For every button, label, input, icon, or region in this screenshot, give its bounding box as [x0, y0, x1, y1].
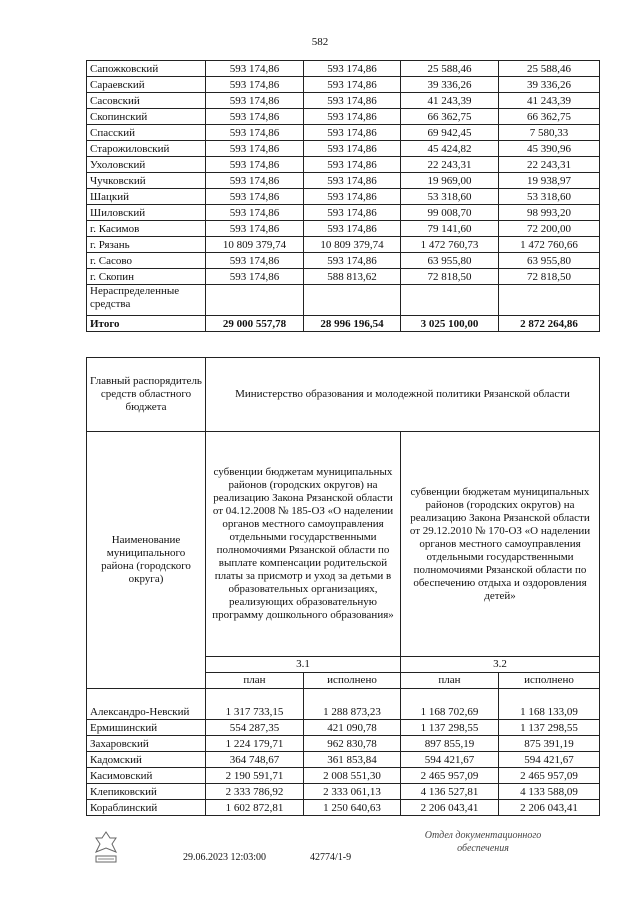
table-row	[87, 189, 600, 205]
municipality-name: Клепиковский	[87, 784, 206, 800]
amount-cell: 593 174,86	[304, 157, 401, 173]
header-municipality: Наименование муниципального района (городского округа)	[87, 432, 206, 689]
amount-cell: 2 465 957,09	[401, 768, 499, 784]
amount-cell: 962 830,78	[304, 736, 401, 752]
amount-cell: 72 200,00	[499, 221, 600, 237]
amount-cell	[499, 285, 600, 316]
amount-cell: 1 317 733,15	[206, 689, 304, 720]
page-number: 582	[311, 36, 329, 48]
amount-cell: 1 472 760,73	[401, 237, 499, 253]
amount-cell: 63 955,80	[499, 253, 600, 269]
table-row	[87, 77, 600, 93]
header-subvention-185: субвенции бюджетам муниципальных районов (городских округов) на реализацию Закона Рязанской области от 04.12.2008 № 185-ОЗ «О наделении органов местного самоуправления отдельными государственными полномочиями Рязанской области по выплате компенсации родительской платы за присмотр и уход за детьми в образовательных организациях, реализующих образовательную программу дошкольного образования»	[206, 432, 401, 657]
municipality-name: Старожиловский	[87, 141, 206, 157]
municipality-name: г. Скопин	[87, 269, 206, 285]
amount-cell: 25 588,46	[401, 61, 499, 77]
amount-cell: 593 174,86	[304, 109, 401, 125]
amount-cell: 593 174,86	[304, 125, 401, 141]
amount-cell: 593 174,86	[206, 157, 304, 173]
footer-doc-code: 42774/1-9	[310, 852, 352, 863]
footer-datetime: 29.06.2023 12:03:00	[183, 852, 267, 863]
amount-cell: 361 853,84	[304, 752, 401, 768]
amount-cell: 593 174,86	[206, 189, 304, 205]
amount-cell: 421 090,78	[304, 720, 401, 736]
subvention-table	[86, 357, 600, 816]
table-row-total	[87, 316, 600, 332]
table-row	[87, 269, 600, 285]
header-done: исполнено	[304, 673, 401, 689]
amount-cell: 2 333 786,92	[206, 784, 304, 800]
amount-cell: 41 243,39	[499, 93, 600, 109]
municipality-name: Захаровский	[87, 736, 206, 752]
table-row	[87, 173, 600, 189]
table-row	[87, 253, 600, 269]
table-row	[87, 205, 600, 221]
table-row	[87, 61, 600, 77]
amount-cell: 593 174,86	[206, 141, 304, 157]
amount-cell: 45 390,96	[499, 141, 600, 157]
stamp-line-2: обеспечения	[457, 843, 509, 854]
amount-cell: 593 174,86	[206, 93, 304, 109]
amount-cell: 99 008,70	[401, 205, 499, 221]
municipality-name: Шиловский	[87, 205, 206, 221]
amount-cell: 19 938,97	[499, 173, 600, 189]
amount-cell: 593 174,86	[304, 189, 401, 205]
header-subvention-170: субвенции бюджетам муниципальных районов (городских округов) на реализацию Закона Рязанской области от 29.12.2010 № 170-ОЗ «О наделении органов местного самоуправления отдельными государственными полномочиями Рязанской области по обеспечению отдыха и оздоровления детей»	[401, 432, 600, 657]
amount-cell: 593 174,86	[206, 109, 304, 125]
municipality-name: Александро-Невский	[87, 689, 206, 720]
municipality-name: Ермишинский	[87, 720, 206, 736]
amount-cell: 10 809 379,74	[304, 237, 401, 253]
table-row	[87, 237, 600, 253]
amount-cell: 593 174,86	[304, 77, 401, 93]
coat-of-arms-icon	[92, 830, 120, 866]
amount-cell: 2 333 061,13	[304, 784, 401, 800]
amount-cell: 2 008 551,30	[304, 768, 401, 784]
department-stamp	[408, 829, 558, 855]
amount-cell: 98 993,20	[499, 205, 600, 221]
budget-table-continued	[86, 60, 600, 332]
amount-cell: 1 288 873,23	[304, 689, 401, 720]
header-main-distributor: Главный распорядитель средств областного бюджета	[87, 358, 206, 432]
amount-cell: 69 942,45	[401, 125, 499, 141]
amount-cell: 1 168 702,69	[401, 689, 499, 720]
amount-cell: 25 588,46	[499, 61, 600, 77]
amount-cell: 593 174,86	[206, 253, 304, 269]
amount-cell: 593 174,86	[206, 125, 304, 141]
municipality-name: Сараевский	[87, 77, 206, 93]
amount-cell: 22 243,31	[499, 157, 600, 173]
municipality-name: Шацкий	[87, 189, 206, 205]
amount-cell: 79 141,60	[401, 221, 499, 237]
total-amount: 2 872 264,86	[499, 316, 600, 332]
table-row	[87, 109, 600, 125]
header-ministry: Министерство образования и молодежной политики Рязанской области	[206, 358, 600, 432]
table-row	[87, 93, 600, 109]
amount-cell: 1 137 298,55	[499, 720, 600, 736]
amount-cell: 2 206 043,41	[401, 800, 499, 816]
amount-cell: 2 190 591,71	[206, 768, 304, 784]
municipality-name: Спасский	[87, 125, 206, 141]
amount-cell: 4 133 588,09	[499, 784, 600, 800]
header-code-3-2: 3.2	[401, 657, 600, 673]
amount-cell: 7 580,33	[499, 125, 600, 141]
amount-cell: 72 818,50	[401, 269, 499, 285]
amount-cell: 53 318,60	[499, 189, 600, 205]
table-row	[87, 800, 600, 816]
municipality-name: Чучковский	[87, 173, 206, 189]
amount-cell: 53 318,60	[401, 189, 499, 205]
header-plan: план	[206, 673, 304, 689]
amount-cell: 593 174,86	[304, 221, 401, 237]
amount-cell: 22 243,31	[401, 157, 499, 173]
table-row	[87, 784, 600, 800]
table-row	[87, 141, 600, 157]
municipality-name: Кадомский	[87, 752, 206, 768]
amount-cell: 66 362,75	[499, 109, 600, 125]
amount-cell: 593 174,86	[206, 221, 304, 237]
stamp-line-1: Отдел документационного	[424, 830, 542, 841]
table-row	[87, 752, 600, 768]
header-done: исполнено	[499, 673, 600, 689]
municipality-name: г. Касимов	[87, 221, 206, 237]
amount-cell: 593 174,86	[206, 269, 304, 285]
amount-cell: 63 955,80	[401, 253, 499, 269]
amount-cell	[206, 285, 304, 316]
amount-cell: 364 748,67	[206, 752, 304, 768]
amount-cell: 41 243,39	[401, 93, 499, 109]
amount-cell: 1 224 179,71	[206, 736, 304, 752]
amount-cell: 1 168 133,09	[499, 689, 600, 720]
amount-cell: 66 362,75	[401, 109, 499, 125]
amount-cell: 594 421,67	[499, 752, 600, 768]
amount-cell: 593 174,86	[206, 173, 304, 189]
municipality-name: Сасовский	[87, 93, 206, 109]
amount-cell: 1 250 640,63	[304, 800, 401, 816]
amount-cell: 19 969,00	[401, 173, 499, 189]
amount-cell: 2 465 957,09	[499, 768, 600, 784]
amount-cell	[401, 285, 499, 316]
amount-cell: 593 174,86	[304, 93, 401, 109]
amount-cell: 593 174,86	[304, 61, 401, 77]
amount-cell: 588 813,62	[304, 269, 401, 285]
header-plan: план	[401, 673, 499, 689]
header-code-3-1: 3.1	[206, 657, 401, 673]
amount-cell: 593 174,86	[206, 77, 304, 93]
amount-cell: 4 136 527,81	[401, 784, 499, 800]
total-label: Итого	[87, 316, 206, 332]
table-row-unallocated	[87, 285, 600, 316]
amount-cell: 554 287,35	[206, 720, 304, 736]
amount-cell: 593 174,86	[304, 253, 401, 269]
amount-cell	[304, 285, 401, 316]
amount-cell: 10 809 379,74	[206, 237, 304, 253]
amount-cell: 593 174,86	[304, 173, 401, 189]
amount-cell: 594 421,67	[401, 752, 499, 768]
amount-cell: 39 336,26	[401, 77, 499, 93]
amount-cell: 897 855,19	[401, 736, 499, 752]
amount-cell: 593 174,86	[304, 205, 401, 221]
municipality-name: Ухоловский	[87, 157, 206, 173]
table-row	[87, 689, 600, 720]
amount-cell: 1 137 298,55	[401, 720, 499, 736]
amount-cell: 45 424,82	[401, 141, 499, 157]
amount-cell: 39 336,26	[499, 77, 600, 93]
municipality-name: Кораблинский	[87, 800, 206, 816]
municipality-name: Касимовский	[87, 768, 206, 784]
table-row	[87, 768, 600, 784]
municipality-name: г. Сасово	[87, 253, 206, 269]
table-row	[87, 736, 600, 752]
amount-cell: 2 206 043,41	[499, 800, 600, 816]
amount-cell: 72 818,50	[499, 269, 600, 285]
municipality-name: Сапожковский	[87, 61, 206, 77]
amount-cell: 593 174,86	[304, 141, 401, 157]
municipality-name: Скопинский	[87, 109, 206, 125]
table-row	[87, 720, 600, 736]
table-row	[87, 125, 600, 141]
amount-cell: 1 472 760,66	[499, 237, 600, 253]
table-row	[87, 221, 600, 237]
total-amount: 29 000 557,78	[206, 316, 304, 332]
amount-cell: 593 174,86	[206, 205, 304, 221]
total-amount: 3 025 100,00	[401, 316, 499, 332]
amount-cell: 1 602 872,81	[206, 800, 304, 816]
amount-cell: 593 174,86	[206, 61, 304, 77]
municipality-name: г. Рязань	[87, 237, 206, 253]
amount-cell: 875 391,19	[499, 736, 600, 752]
unallocated-label: Нераспределенные средства	[87, 285, 206, 316]
table-row	[87, 157, 600, 173]
total-amount: 28 996 196,54	[304, 316, 401, 332]
